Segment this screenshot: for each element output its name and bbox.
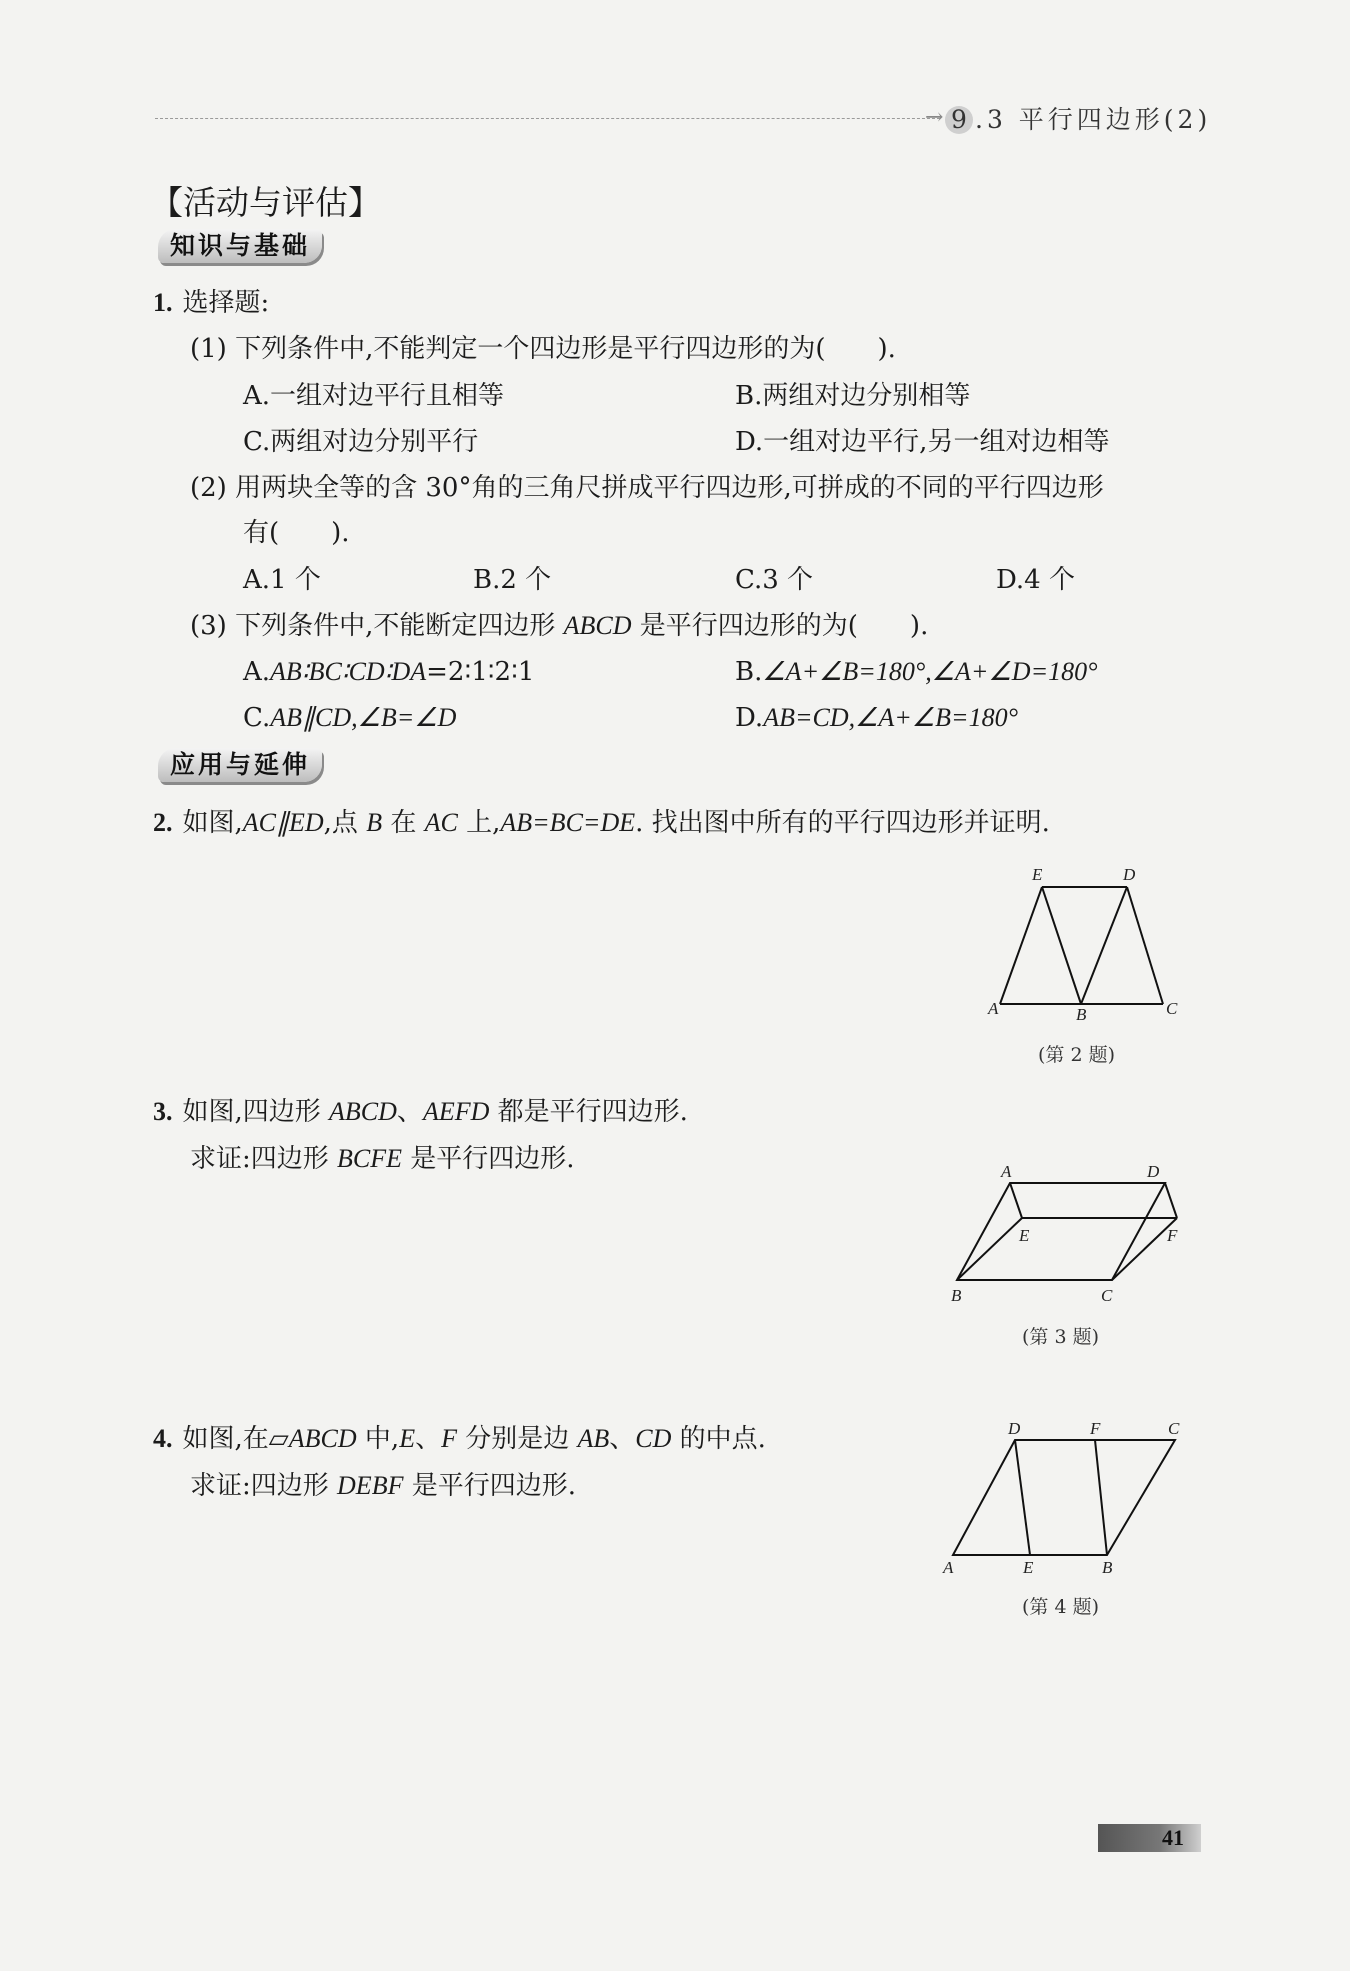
q4-prove: 求证:四边形 DEBF 是平行四边形. <box>190 1471 576 1501</box>
page-number: 41 <box>1162 1825 1184 1850</box>
q3-label-e: E <box>1019 1226 1030 1245</box>
q1-sub2-option-c: C.3 个 <box>735 565 814 595</box>
chapter-number: 9 <box>945 106 973 134</box>
q3-figure <box>945 1160 1185 1314</box>
header-arrow-icon: → <box>925 105 944 130</box>
q4-label-a: A <box>943 1558 954 1575</box>
q4-caption: (第 4 题) <box>1022 1596 1099 1618</box>
q1-sub2-stem-line1: (2) 用两块全等的含 30°角的三角尺拼成平行四边形,可拼成的不同的平行四边形 <box>190 473 1104 503</box>
page-number-bar <box>1098 1824 1201 1852</box>
q2-figure <box>980 862 1190 1026</box>
q1-sub1-option-b: B.两组对边分别相等 <box>735 381 971 411</box>
q1-sub3-option-a: A.AB∶BC∶CD∶DA=2∶1∶2∶1 <box>243 657 535 687</box>
q1-sub1-stem: (1) 下列条件中,不能判定一个四边形是平行四边形的为( ). <box>190 334 896 364</box>
q4-figure <box>935 1415 1195 1579</box>
q4-label-f: F <box>1090 1419 1101 1438</box>
q2-stem: 2. 如图,AC∥ED,点 B 在 AC 上,AB=BC=DE. 找出图中所有的平行四边形并证明. <box>153 808 1050 838</box>
q1-sub3-stem: (3) 下列条件中,不能断定四边形 ABCD 是平行四边形的为( ). <box>190 611 929 641</box>
q2-caption: (第 2 题) <box>1038 1044 1115 1066</box>
q4-label-e: E <box>1023 1558 1034 1575</box>
q2-label-b: B <box>1076 1005 1087 1022</box>
q4-label-b: B <box>1102 1558 1113 1575</box>
q1-sub3-option-d: D.AB=CD,∠A+∠B=180° <box>735 703 1018 733</box>
q4-label-d: D <box>1008 1419 1021 1438</box>
q1-sub2-option-b: B.2 个 <box>473 565 552 595</box>
running-header <box>945 100 1211 136</box>
badge-basic: 知识与基础 <box>158 229 322 263</box>
q3-label-b: B <box>951 1286 962 1305</box>
header-rule <box>155 118 940 119</box>
section-title: 【活动与评估】 <box>150 183 381 222</box>
q2-label-a: A <box>988 999 999 1018</box>
q3-label-a: A <box>1001 1162 1012 1181</box>
q3-label-f: F <box>1167 1226 1178 1245</box>
q1-sub2-stem-line2: 有( ). <box>243 518 350 548</box>
q4-stem: 4. 如图,在▱ABCD 中,E、F 分别是边 AB、CD 的中点. <box>153 1424 766 1454</box>
q2-label-d: D <box>1123 865 1136 884</box>
q3-prove: 求证:四边形 BCFE 是平行四边形. <box>190 1144 575 1174</box>
q1-sub1-option-d: D.一组对边平行,另一组对边相等 <box>735 427 1110 457</box>
badge-apply: 应用与延伸 <box>158 748 322 782</box>
section-name: .3 平行四边形(2) <box>975 105 1212 134</box>
q1-sub3-option-c: C.AB∥CD,∠B=∠D <box>243 703 457 733</box>
q1-sub2-option-a: A.1 个 <box>243 565 321 595</box>
q1-sub1-option-c: C.两组对边分别平行 <box>243 427 479 457</box>
q1-sub3-option-b: B.∠A+∠B=180°,∠A+∠D=180° <box>735 657 1098 687</box>
q3-label-d: D <box>1147 1162 1160 1181</box>
q4-label-c: C <box>1168 1419 1180 1438</box>
q1-sub2-option-d: D.4 个 <box>996 565 1075 595</box>
q3-caption: (第 3 题) <box>1022 1326 1099 1348</box>
q2-label-c: C <box>1166 999 1178 1018</box>
q2-label-e: E <box>1032 865 1043 884</box>
q3-label-c: C <box>1101 1286 1113 1305</box>
q1-sub1-option-a: A.一组对边平行且相等 <box>243 381 505 411</box>
q3-stem: 3. 如图,四边形 ABCD、AEFD 都是平行四边形. <box>153 1097 688 1127</box>
q1-title: 1. 选择题: <box>153 288 270 318</box>
